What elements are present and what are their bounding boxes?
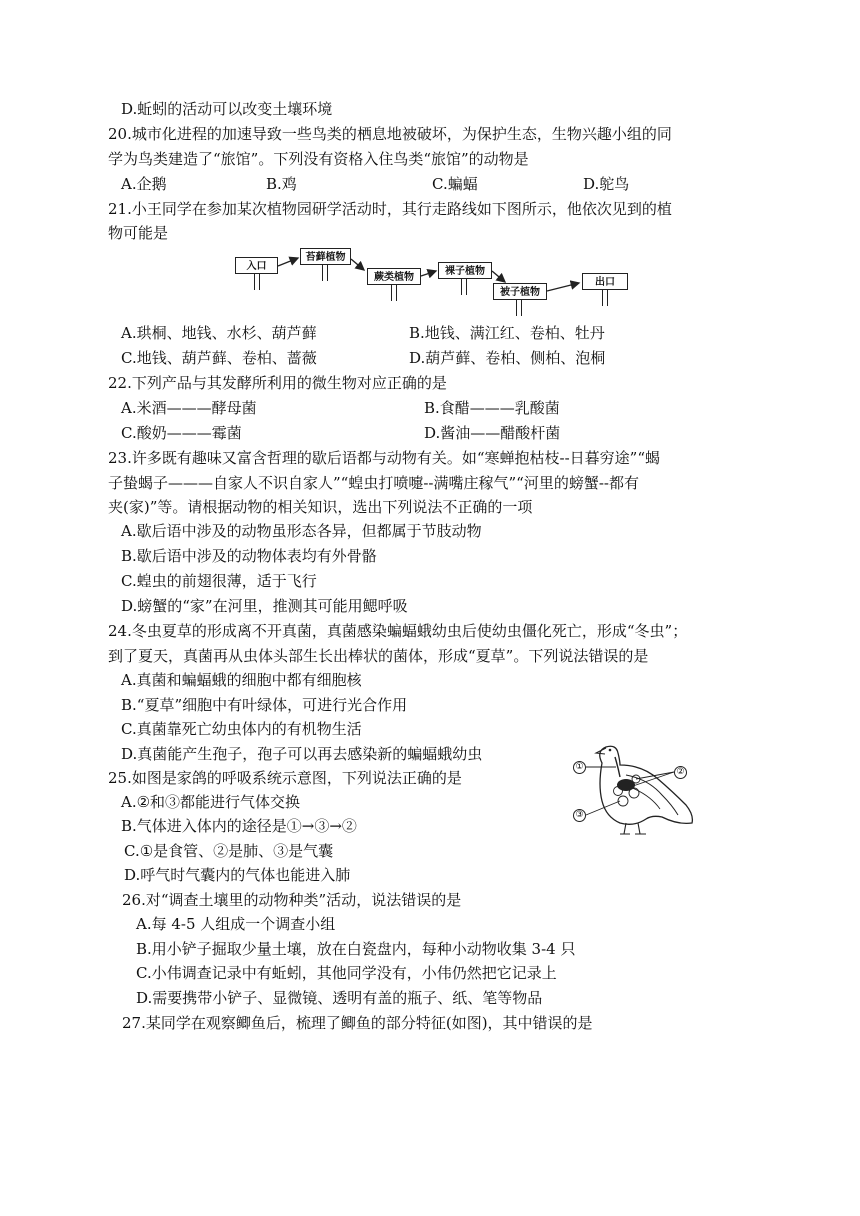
- q22-option-b: B.食醋———乳酸菌: [424, 399, 560, 417]
- q20-option-d: D.鸵鸟: [583, 175, 630, 193]
- route-box-gymnosperms: 裸子植物: [438, 262, 492, 279]
- q21-option-a: A.珙桐、地钱、水杉、葫芦藓: [121, 324, 317, 342]
- route-arrows: [0, 0, 860, 320]
- q23-stem-line3: 夹(家)”等。请根据动物的相关知识，选出下列说法不正确的一项: [108, 498, 533, 516]
- q20-option-a: A.企鹅: [121, 175, 167, 193]
- route-post: [254, 274, 260, 290]
- q23-stem-line1: 23.许多既有趣味又富含哲理的歇后语都与动物有关。如“寒蝉抱枯枝--日暮穷途”“蝎: [108, 449, 661, 467]
- q22-option-d: D.酱油——醋酸杆菌: [424, 424, 561, 442]
- q20-stem-line1: 20.城市化进程的加速导致一些鸟类的栖息地被破坏，为保护生态，生物兴趣小组的同: [108, 125, 672, 143]
- q21-option-c: C.地钱、葫芦藓、卷柏、蔷薇: [121, 349, 317, 367]
- q23-stem-line2: 子蛰蝎子———自家人不识自家人”“蝗虫打喷嚏--满嘴庄稼气”“河里的螃蟹--都有: [108, 474, 639, 492]
- q23-option-a: A.歇后语中涉及的动物虽形态各异，但都属于节肢动物: [121, 522, 482, 540]
- q25-option-b: B.气体进入体内的途径是①→③→②: [121, 817, 357, 835]
- q22-option-a: A.米酒———酵母菌: [121, 399, 257, 417]
- q24-stem-line2: 到了夏天，真菌再从虫体头部生长出棒状的菌体，形成“夏草”。下列说法错误的是: [108, 647, 649, 665]
- q20-option-c: C.蝙蝠: [432, 175, 478, 193]
- q27-stem: 27.某同学在观察鲫鱼后，梳理了鲫鱼的部分特征(如图)，其中错误的是: [122, 1014, 593, 1032]
- route-post: [391, 285, 397, 301]
- route-post: [461, 279, 467, 295]
- q19-option-d: D.蚯蚓的活动可以改变土壤环境: [121, 100, 333, 118]
- q20-option-b: B.鸡: [266, 175, 297, 193]
- q25-option-d: D.呼气时气囊内的气体也能进入肺: [124, 866, 351, 884]
- pigeon-label-1: ①: [573, 761, 586, 774]
- q25-option-a: A.②和③都能进行气体交换: [121, 793, 301, 811]
- route-post: [516, 300, 522, 316]
- q21-option-b: B.地钱、满江红、卷柏、牡丹: [409, 324, 605, 342]
- q26-option-d: D.需要携带小铲子、显微镜、透明有盖的瓶子、纸、笔等物品: [136, 989, 543, 1007]
- q26-option-b: B.用小铲子掘取少量土壤，放在白瓷盘内，每种小动物收集 3-4 只: [136, 940, 576, 958]
- q24-option-d: D.真菌能产生孢子，孢子可以再去感染新的蝙蝠蛾幼虫: [121, 745, 483, 763]
- q23-option-d: D.螃蟹的“家”在河里，推测其可能用鳃呼吸: [121, 597, 408, 615]
- q23-option-c: C.蝗虫的前翅很薄，适于飞行: [121, 572, 317, 590]
- route-box-bryophytes: 苔藓植物: [300, 248, 351, 265]
- q24-option-a: A.真菌和蝙蝠蛾的细胞中都有细胞核: [121, 671, 362, 689]
- q24-option-c: C.真菌靠死亡幼虫体内的有机物生活: [121, 720, 362, 738]
- route-box-ferns: 蕨类植物: [367, 268, 421, 285]
- q24-stem-line1: 24.冬虫夏草的形成离不开真菌，真菌感染蝙蝠蛾幼虫后使幼虫僵化死亡，形成“冬虫”；: [108, 622, 688, 640]
- route-box-entrance: 入口: [235, 257, 278, 274]
- q26-option-a: A.每 4-5 人组成一个调查小组: [136, 915, 336, 933]
- q22-option-c: C.酸奶———霉菌: [121, 424, 242, 442]
- pigeon-drawing: [560, 735, 710, 840]
- q21-option-d: D.葫芦藓、卷柏、侧柏、泡桐: [409, 349, 606, 367]
- route-post: [322, 265, 328, 281]
- q20-stem-line2: 学为鸟类建造了“旅馆”。下列没有资格入住鸟类“旅馆”的动物是: [108, 150, 529, 168]
- q26-stem: 26.对“调查土壤里的动物种类”活动，说法错误的是: [122, 891, 462, 909]
- q24-option-b: B.“夏草”细胞中有叶绿体，可进行光合作用: [121, 696, 408, 714]
- q21-stem-line1: 21.小王同学在参加某次植物园研学活动时，其行走路线如下图所示，他依次见到的植: [108, 200, 672, 218]
- q26-option-c: C.小伟调查记录中有蚯蚓，其他同学没有，小伟仍然把它记录上: [136, 964, 557, 982]
- route-box-exit: 出口: [582, 273, 628, 290]
- q21-stem-line2: 物可能是: [108, 224, 169, 242]
- pigeon-label-2: ②: [674, 766, 687, 779]
- q23-option-b: B.歇后语中涉及的动物体表均有外骨骼: [121, 547, 377, 565]
- q22-stem: 22.下列产品与其发酵所利用的微生物对应正确的是: [108, 374, 447, 392]
- q25-option-c: C.①是食管、②是肺、③是气囊: [124, 842, 334, 860]
- route-post: [602, 290, 608, 306]
- pigeon-label-3: ③: [573, 809, 586, 822]
- q25-stem: 25.如图是家鸽的呼吸系统示意图，下列说法正确的是: [108, 769, 462, 787]
- route-box-angiosperms: 被子植物: [493, 283, 547, 300]
